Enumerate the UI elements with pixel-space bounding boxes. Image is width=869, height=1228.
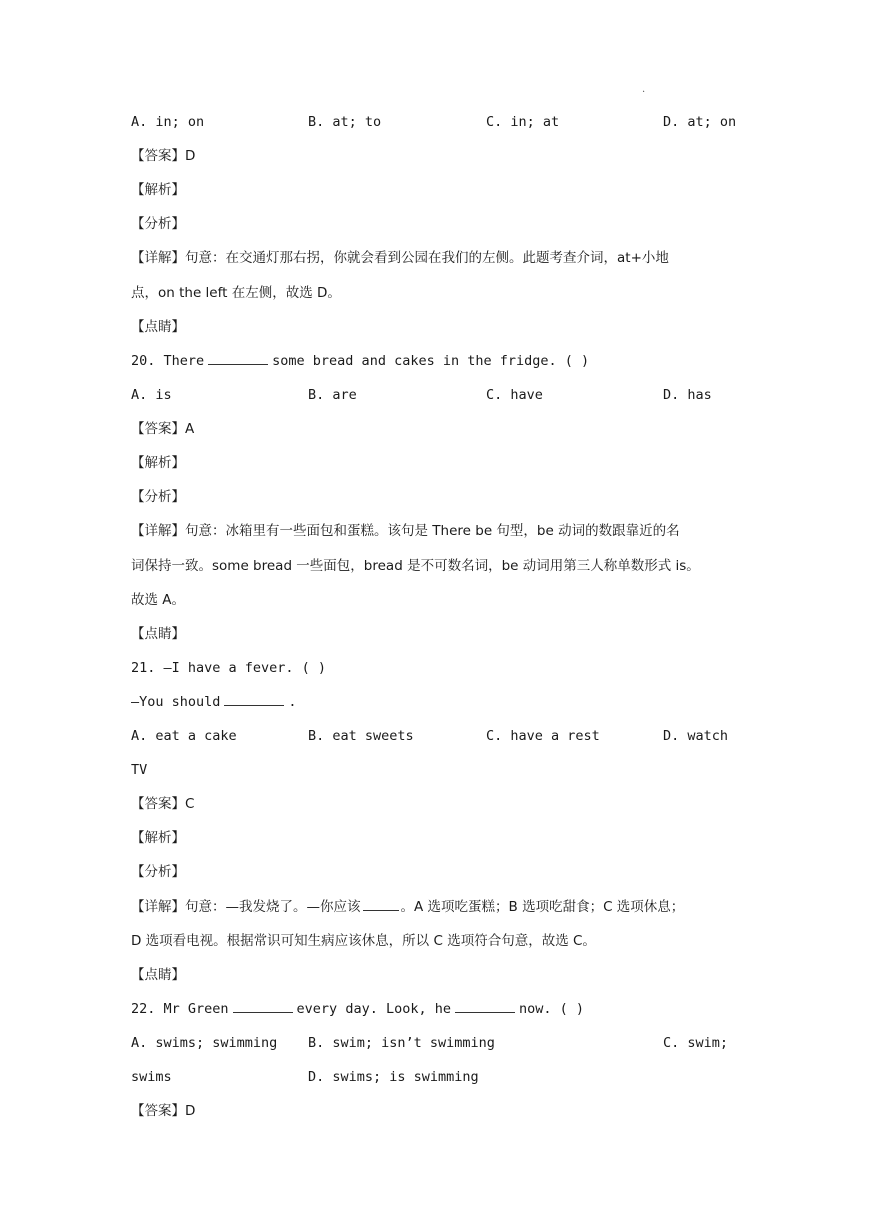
q22-option-b: B. swim; isn’t swimming (308, 1035, 495, 1051)
q22-answer: 【答案】D (131, 1103, 196, 1119)
q19-detail-line2: 点，on the left 在左侧，故选 D。 (131, 285, 341, 301)
q22-stem-end: now. ( ) (518, 1001, 585, 1017)
q20-answer: 【答案】A (131, 421, 195, 437)
q19-dianjing: 【点睛】 (131, 319, 185, 335)
q21-detail-start: 【详解】句意：—我发烧了。—你应该 (131, 899, 361, 915)
q22-option-a: A. swims; swimming (131, 1035, 278, 1051)
q20-fenxi: 【分析】 (131, 489, 185, 505)
q20-option-d: D. has (663, 387, 712, 403)
q19-answer: 【答案】D (131, 148, 196, 164)
q22-stem-start: 22. Mr Green (131, 1001, 229, 1017)
q22-option-d: D. swims; is swimming (308, 1069, 479, 1085)
q21-stem-end: . (288, 694, 297, 710)
q21-jiexi: 【解析】 (131, 830, 185, 846)
q21-option-b: B. eat sweets (308, 728, 414, 744)
q20-detail-line1: 【详解】句意：冰箱里有一些面包和蛋糕。该句是 There be 句型，be 动词的数跟靠近的名 (131, 523, 680, 539)
q20-stem-end: some bread and cakes in the fridge. ( ) (272, 353, 590, 369)
q19-option-b: B. at; to (308, 114, 382, 130)
q21-option-c: C. have a rest (486, 728, 600, 744)
q21-option-d-wrap: TV (131, 762, 148, 778)
answer-blank (224, 693, 284, 706)
q20-detail-line3: 故选 A。 (131, 592, 186, 608)
answer-blank (363, 898, 399, 911)
q20-option-b: B. are (308, 387, 357, 403)
q21-answer: 【答案】C (131, 796, 195, 812)
q19-jiexi: 【解析】 (131, 182, 185, 198)
q19-detail-line1: 【详解】句意：在交通灯那右拐，你就会看到公园在我们的左侧。此题考查介词，at+小地 (131, 250, 669, 266)
q20-option-c: C. have (486, 387, 543, 403)
q19-option-d: D. at; on (663, 114, 737, 130)
q21-detail-end: 。A 选项吃蛋糕；B 选项吃甜食；C 选项休息； (400, 899, 685, 915)
q21-stem-start: —You should (131, 694, 221, 710)
q22-option-c-wrap: swims (131, 1069, 172, 1085)
q21-stem-line2 (131, 692, 297, 712)
q22-stem (131, 999, 584, 1019)
q20-stem (131, 351, 589, 371)
q19-option-c: C. in; at (486, 114, 560, 130)
q22-option-c: C. swim; (663, 1035, 729, 1051)
answer-blank (233, 1000, 293, 1013)
q21-detail-line1 (131, 897, 684, 917)
answer-blank (455, 1000, 515, 1013)
q19-fenxi: 【分析】 (131, 216, 185, 232)
q22-stem-middle: every day. Look, he (296, 1001, 451, 1017)
q19-option-a: A. in; on (131, 114, 205, 130)
q21-option-a: A. eat a cake (131, 728, 237, 744)
answer-blank (208, 352, 268, 365)
q21-dianjing: 【点睛】 (131, 967, 185, 983)
q21-detail-line2: D 选项看电视。根据常识可知生病应该休息，所以 C 选项符合句意，故选 C。 (131, 933, 596, 949)
header-mark: . (642, 84, 646, 95)
q21-option-d: D. watch (663, 728, 729, 744)
q21-fenxi: 【分析】 (131, 864, 185, 880)
q20-dianjing: 【点睛】 (131, 626, 185, 642)
q20-detail-line2: 词保持一致。some bread 一些面包，bread 是不可数名词，be 动词用第三人称单数形式 is。 (131, 558, 700, 574)
q20-jiexi: 【解析】 (131, 455, 185, 471)
q20-stem-start: 20. There (131, 353, 205, 369)
q20-option-a: A. is (131, 387, 172, 403)
q21-stem-line1: 21. —I have a fever. ( ) (131, 660, 327, 676)
